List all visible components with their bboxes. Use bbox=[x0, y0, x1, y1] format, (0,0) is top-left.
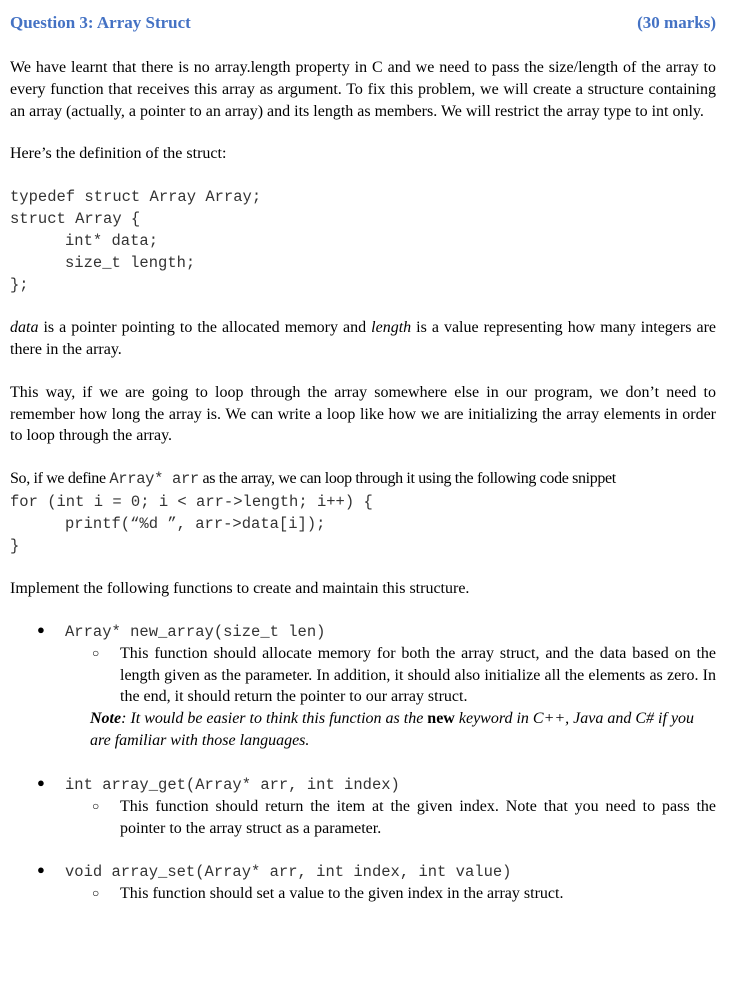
length-term: length bbox=[371, 319, 412, 337]
function-details bbox=[65, 883, 716, 905]
loop-paragraph: This way, if we are going to loop through the array somewhere else in our program, we don’t need to remember how long the array is. We can write a loop like how we are initializing the array elements in order to loop through the array. bbox=[10, 383, 716, 445]
intro-paragraph: We have learnt that there is no array.length property in C and we need to pass the size/length of the array to every function that receives this array as argument. To fix this problem, we will create a structure containing an array (actually, a pointer to an array) and its length as members. We will restrict the array type to int only. bbox=[10, 59, 716, 120]
members-text-mid: is a pointer pointing to the allocated memory and bbox=[38, 319, 372, 337]
question-marks: (30 marks) bbox=[637, 13, 716, 32]
loop-code-block bbox=[10, 491, 716, 557]
function-details bbox=[65, 643, 716, 708]
question-header bbox=[10, 12, 716, 34]
function-signature: ● int array_get(Array* arr, int index) bbox=[65, 775, 400, 794]
code-line: int* data; bbox=[65, 232, 159, 251]
code-line: typedef struct Array Array; bbox=[10, 188, 262, 207]
function-item-array-set bbox=[10, 861, 716, 905]
snippet-intro-code: Array* arr bbox=[109, 470, 199, 489]
function-note bbox=[65, 708, 716, 752]
document-page bbox=[10, 12, 716, 905]
members-text-tail: is a value representing how many integers are there in the array. bbox=[10, 319, 716, 358]
snippet-intro-post: as the array, we can loop through it using the following code snippet bbox=[198, 470, 616, 488]
implement-paragraph: Implement the following functions to create and maintain this structure. bbox=[10, 579, 470, 597]
snippet-intro-pre: So, if we define bbox=[10, 470, 110, 488]
struct-code-block bbox=[10, 186, 716, 296]
note-label: Note bbox=[90, 710, 122, 728]
function-signature: ● Array* new_array(size_t len) bbox=[65, 622, 326, 641]
function-description: ○ This function should allocate memory for both the array struct, and the data based on the length given as the parameter. In addition, it should also initialize all the elements as zero. In the end, it should return the pointer to our array struct. bbox=[65, 643, 716, 708]
question-title: Question 3: Array Struct bbox=[10, 13, 191, 32]
data-term: data bbox=[10, 319, 39, 337]
function-list bbox=[10, 621, 716, 905]
note-keyword: new bbox=[427, 710, 455, 728]
function-item-array-get bbox=[10, 774, 716, 840]
function-details bbox=[65, 796, 716, 840]
function-signature: ● void array_set(Array* arr, int index, int value) bbox=[65, 863, 512, 882]
code-line: size_t length; bbox=[65, 254, 196, 273]
function-description: ○ This function should set a value to the given index in the array struct. bbox=[65, 883, 716, 905]
function-description: ○ This function should return the item at the given index. Note that you need to pass the pointer to the array struct as a parameter. bbox=[65, 796, 716, 840]
code-line: } bbox=[10, 536, 20, 555]
members-paragraph bbox=[10, 317, 716, 361]
snippet-intro bbox=[10, 468, 716, 491]
code-line: }; bbox=[10, 276, 29, 295]
code-line: for (int i = 0; i < arr->length; i++) { bbox=[10, 492, 373, 511]
function-item-new-array bbox=[10, 621, 716, 752]
definition-intro: Here’s the definition of the struct: bbox=[10, 145, 227, 163]
note-text-pre: : It would be easier to think this function as the bbox=[121, 710, 428, 728]
note-text-post: keyword in C++, Java and C# if you are familiar with those languages. bbox=[90, 710, 695, 749]
code-line: printf(“%d ”, arr->data[i]); bbox=[65, 514, 326, 533]
code-line: struct Array { bbox=[10, 210, 141, 229]
